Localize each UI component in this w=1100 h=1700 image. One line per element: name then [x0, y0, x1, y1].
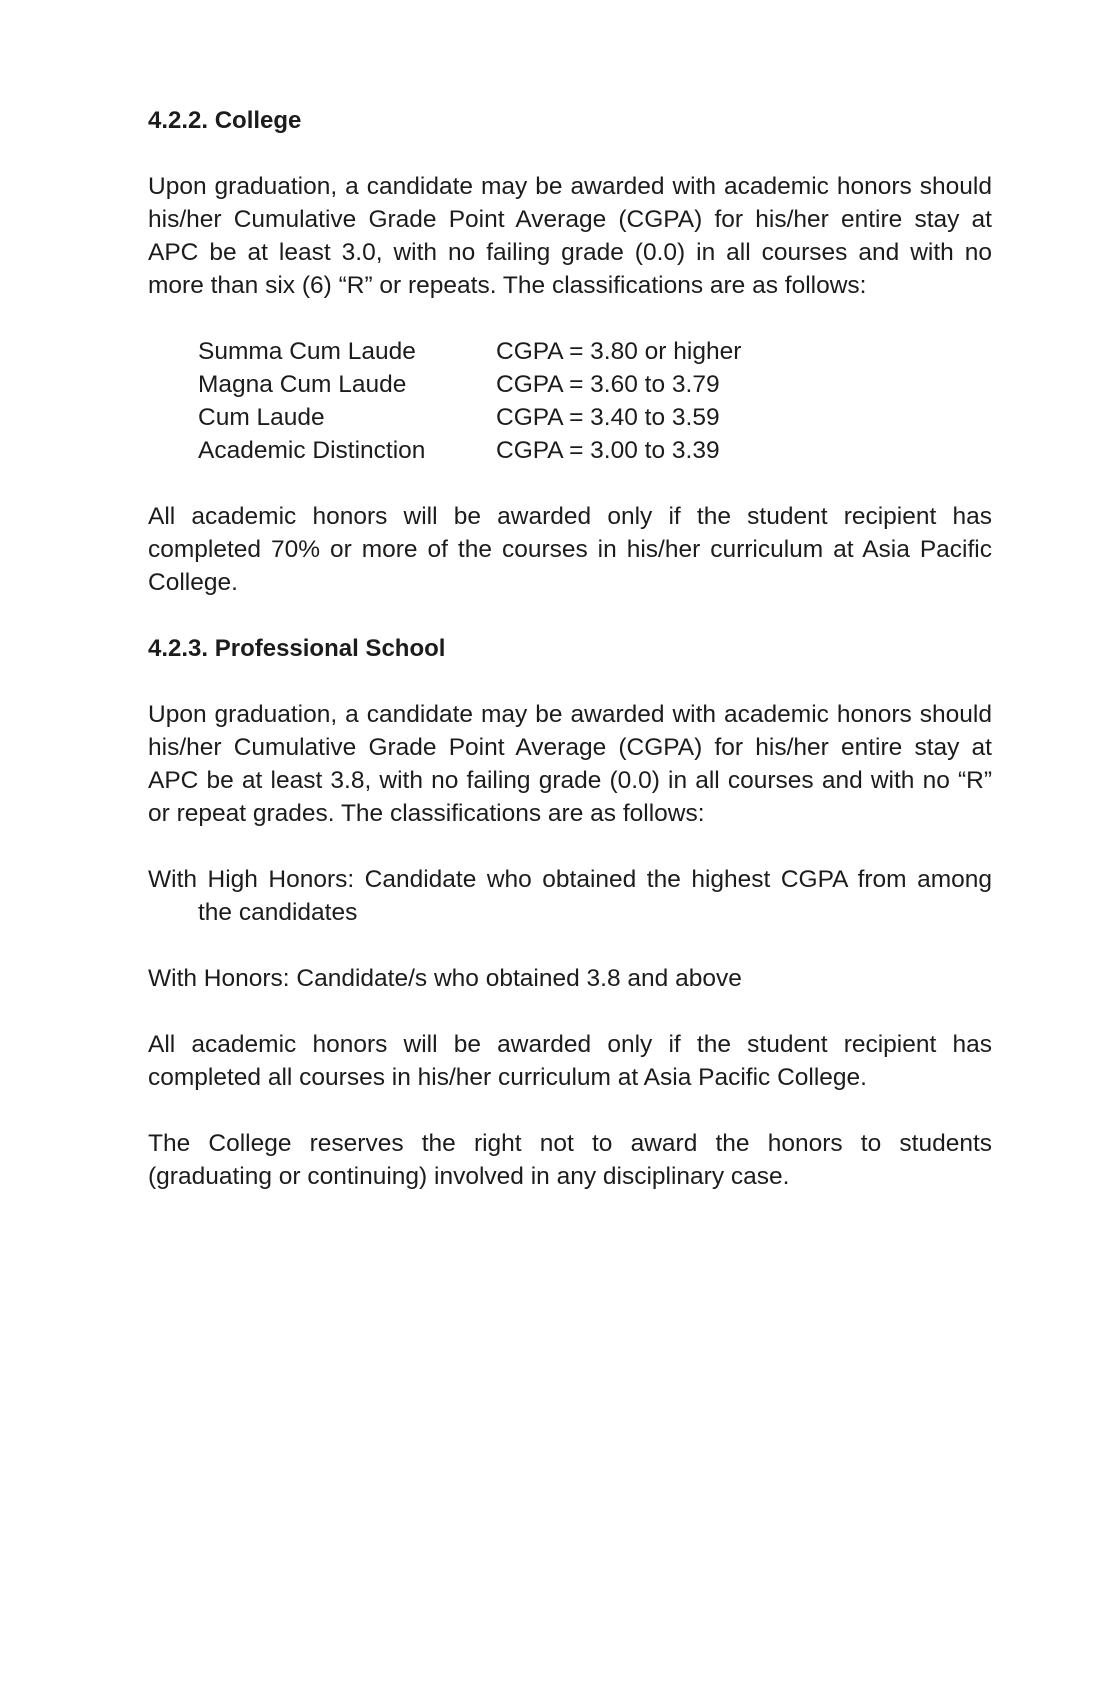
honors-range: CGPA = 3.60 to 3.79 — [496, 371, 720, 398]
honors-name: Summa Cum Laude — [198, 338, 416, 365]
honors-row — [198, 368, 992, 401]
honors-name: Cum Laude — [198, 404, 325, 431]
college-note: All academic honors will be awarded only if the student recipient has completed 70% or more of the courses in his/her curriculum at Asia Pacific College. — [148, 503, 992, 596]
honors-row — [198, 401, 992, 434]
honors-row — [198, 434, 992, 467]
honors-definition: With Honors: Candidate/s who obtained 3.8 and above — [148, 965, 742, 992]
honors-range: CGPA = 3.00 to 3.39 — [496, 437, 720, 464]
honors-row — [198, 335, 992, 368]
document-page — [148, 104, 992, 1226]
professional-note: All academic honors will be awarded only if the student recipient has completed all courses in his/her curriculum at Asia Pacific College. — [148, 1031, 992, 1091]
reservation-note: The College reserves the right not to award the honors to students (graduating or continuing) involved in any disciplinary case. — [148, 1130, 992, 1190]
professional-intro: Upon graduation, a candidate may be awarded with academic honors should his/her Cumulative Grade Point Average (CGPA) for his/her entire stay at APC be at least 3.8, with no failing grade (0.0) in all courses and with no “R” or repeat grades. The classifications are as follows: — [148, 701, 992, 827]
professional-heading: 4.2.3. Professional School — [148, 635, 446, 662]
honors-name: Magna Cum Laude — [198, 371, 407, 398]
college-honors-table — [198, 335, 992, 467]
honors-range: CGPA = 3.80 or higher — [496, 338, 742, 365]
honors-name: Academic Distinction — [198, 437, 426, 464]
college-intro: Upon graduation, a candidate may be awarded with academic honors should his/her Cumulative Grade Point Average (CGPA) for his/her entire stay at APC be at least 3.0, with no failing grade (0.0) in all courses and with no more than six (6) “R” or repeats. The classifications are as follows: — [148, 173, 992, 299]
honors-range: CGPA = 3.40 to 3.59 — [496, 404, 720, 431]
college-heading: 4.2.2. College — [148, 107, 302, 134]
high-honors-definition: With High Honors: Candidate who obtained the highest CGPA from among the candidates — [148, 866, 992, 926]
